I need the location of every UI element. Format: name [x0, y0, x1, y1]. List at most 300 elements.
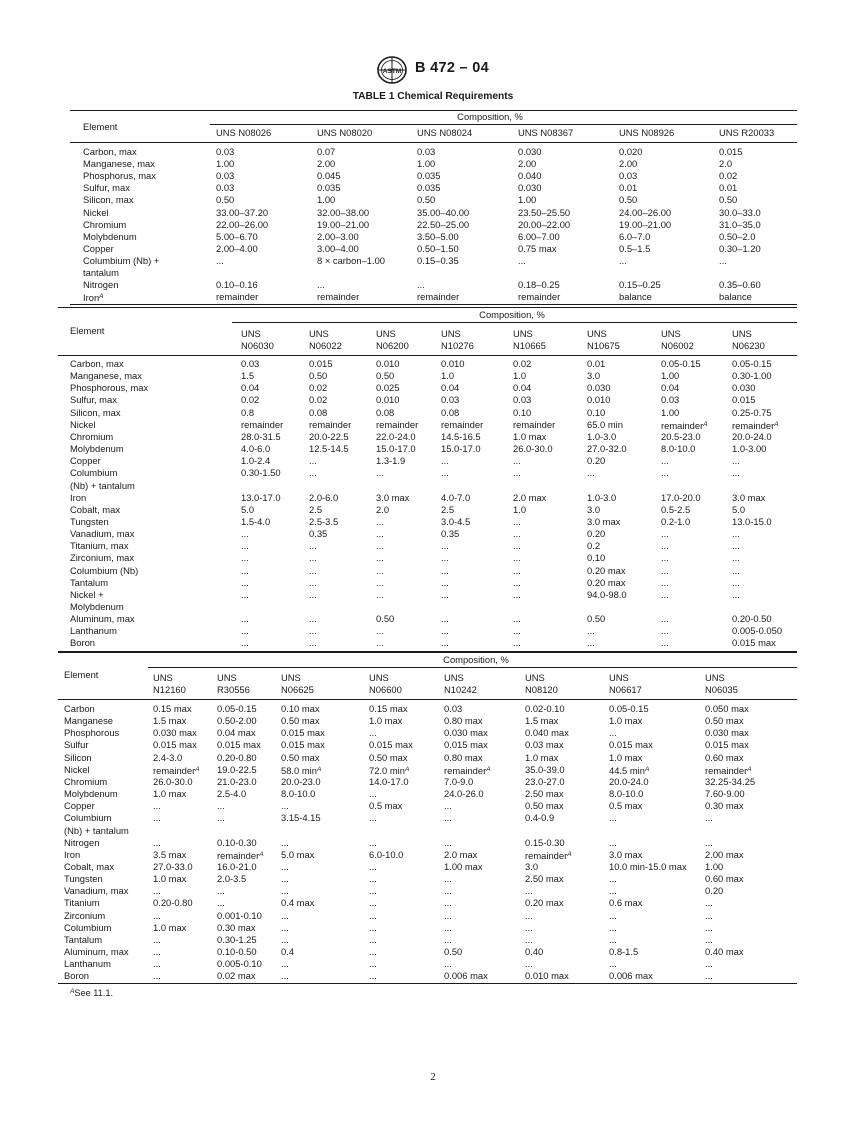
composition-value: ...	[518, 254, 526, 266]
composition-value: ...	[441, 613, 449, 625]
composition-value: 0.30–1.20	[719, 242, 761, 254]
composition-value: 26.0-30.0	[513, 443, 553, 455]
uns-column-header: N10242	[444, 684, 477, 695]
composition-value: ...	[153, 800, 161, 812]
composition-value: 3.00–4.00	[317, 242, 359, 254]
page-number: 2	[430, 1071, 436, 1083]
composition-value: 5.0	[732, 503, 746, 515]
composition-value: 10.0 min-15.0 max	[609, 860, 687, 872]
composition-value: 0.040 max	[525, 727, 569, 739]
composition-value: 0.5 max	[609, 800, 643, 812]
composition-value: 2.0-6.0	[309, 491, 339, 503]
composition-value: 12.5-14.5	[309, 443, 349, 455]
composition-value: ...	[281, 860, 289, 872]
composition-value: 0.20-0.50	[732, 613, 772, 625]
composition-value: 0.10	[513, 406, 532, 418]
element-name: Columbium (Nb)	[70, 564, 139, 576]
element-name: Lanthanum	[64, 958, 111, 970]
composition-value: 0.02-0.10	[525, 703, 565, 714]
composition-value: 1.00	[417, 158, 436, 170]
composition-value: 0.03	[513, 394, 532, 406]
footnote-marker: A	[195, 765, 200, 773]
composition-value: ...	[513, 515, 521, 527]
composition-value: 0.08	[376, 406, 395, 418]
composition-value: 20.5-23.0	[661, 430, 701, 442]
logo-text: ASTM	[382, 68, 402, 75]
composition-value: ...	[281, 909, 289, 921]
composition-value: ...	[619, 254, 627, 266]
footnote-marker: A	[747, 765, 752, 773]
composition-value: ...	[732, 552, 740, 564]
uns-column-header: UNS	[661, 328, 681, 339]
composition-value: ...	[513, 540, 521, 552]
composition-value: 16.0-21.0	[217, 860, 257, 872]
composition-value: 0.10	[587, 406, 606, 418]
composition-value: 20.0-24.0	[732, 430, 772, 442]
composition-value: 0.8-1.5	[609, 946, 639, 957]
composition-value: 0.045	[317, 170, 341, 182]
composition-value: 2.0	[719, 158, 733, 170]
element-name: Nickel +	[70, 588, 104, 600]
composition-value: 22.00–26.00	[216, 218, 269, 230]
composition-value: 2.50 max	[525, 788, 564, 800]
composition-value: ...	[369, 946, 377, 957]
composition-value: ...	[441, 540, 449, 552]
composition-value: 0.20 max	[587, 576, 626, 588]
element-column-header: Element	[64, 669, 99, 680]
composition-value: 0.5-2.5	[661, 503, 691, 515]
composition-value: 0.035	[417, 170, 441, 182]
element-name: Molybdenum	[83, 230, 137, 242]
composition-value: 33.00–37.20	[216, 206, 269, 218]
composition-value: ...	[309, 564, 317, 576]
composition-value: 0.015	[719, 146, 743, 157]
composition-value: 0.010 max	[525, 970, 569, 982]
composition-value: ...	[444, 836, 452, 848]
composition-value: ...	[369, 860, 377, 872]
composition-value: 1.0 max	[369, 715, 403, 727]
composition-value: remainder	[513, 418, 556, 430]
composition-value: 1.0	[441, 370, 455, 382]
composition-value: remainder	[518, 291, 561, 303]
composition-value: ...	[661, 588, 669, 600]
uns-column-header: UNS	[376, 328, 396, 339]
composition-value: 13.0-15.0	[732, 515, 772, 527]
composition-value: ...	[661, 528, 669, 540]
composition-value: 0.015 max	[217, 739, 261, 751]
composition-value: ...	[705, 970, 713, 982]
composition-value: 0.005-0.10	[217, 958, 262, 970]
composition-value: 0.03	[441, 394, 460, 406]
composition-value: 0.20	[587, 455, 606, 467]
footnote-marker: A	[259, 850, 264, 858]
composition-value: 0.03	[619, 170, 638, 182]
composition-value: balance	[619, 291, 652, 303]
composition-value: ...	[705, 836, 713, 848]
element-name: Iron	[64, 848, 81, 860]
composition-value: 0.4 max	[281, 897, 315, 909]
composition-value: ...	[444, 897, 452, 909]
composition-value: 0.01	[619, 182, 638, 194]
composition-value: 1.0-3.00	[732, 443, 767, 455]
uns-column-header: UNS	[732, 328, 752, 339]
composition-value: ...	[281, 873, 289, 885]
composition-value: ...	[241, 588, 249, 600]
element-name: (Nb) + tantalum	[64, 824, 129, 836]
composition-value: 0.20	[587, 528, 606, 540]
composition-value: ...	[369, 885, 377, 897]
composition-value: 20.0-22.5	[309, 430, 349, 442]
composition-value: 0.50-2.00	[217, 715, 257, 727]
composition-value: 22.50–25.00	[417, 218, 470, 230]
element-name: Nickel	[64, 763, 90, 775]
element-name: Zirconium, max	[70, 552, 135, 564]
composition-value: 24.0-26.0	[444, 788, 484, 800]
composition-value: ...	[441, 576, 449, 588]
document-designation: B 472 – 04	[415, 60, 489, 76]
composition-value: 0.50	[719, 194, 738, 206]
composition-value: 0.015 max	[281, 739, 325, 751]
composition-value: 0.50	[309, 370, 328, 382]
composition-value: 0.50	[619, 194, 638, 206]
composition-value: 0.04	[441, 382, 460, 394]
composition-value: ...	[444, 885, 452, 897]
composition-value: 20.0-24.0	[609, 775, 649, 787]
composition-value: remainder	[441, 418, 484, 430]
composition-value: 28.0-31.5	[241, 430, 281, 442]
composition-value: ...	[153, 970, 161, 982]
composition-value: 0.030 max	[153, 727, 197, 739]
composition-value: 0.15–0.35	[417, 254, 459, 266]
composition-value: ...	[376, 637, 384, 649]
composition-value: 31.0–35.0	[719, 218, 761, 230]
composition-value: ...	[732, 564, 740, 576]
composition-value: 0.04	[241, 382, 260, 394]
element-column-header: Element	[70, 325, 105, 336]
composition-value: 0.08	[441, 406, 460, 418]
composition-value: 0.04	[513, 382, 532, 394]
composition-value: 0.5–1.5	[619, 242, 651, 254]
element-name: Boron	[64, 970, 90, 982]
composition-value: 5.0	[241, 503, 255, 515]
composition-value: 0.20 max	[525, 897, 564, 909]
composition-value: 23.0-27.0	[525, 775, 565, 787]
composition-value: 0.05-0.15	[732, 358, 772, 369]
element-name: Molybdenum	[64, 788, 118, 800]
element-name: (Nb) + tantalum	[70, 479, 135, 491]
uns-column-header: UNS N08020	[317, 127, 373, 138]
composition-value: 0.030	[587, 382, 611, 394]
composition-value: 0.10–0.16	[216, 279, 258, 291]
composition-value: ...	[369, 909, 377, 921]
composition-value: 0.2	[587, 540, 601, 552]
composition-value: 0.015 max	[732, 637, 776, 649]
composition-value: 0.05-0.15	[609, 703, 649, 714]
composition-value: 0.03	[661, 394, 680, 406]
composition-value: 0.005-0.050	[732, 625, 783, 637]
composition-value: ...	[732, 588, 740, 600]
uns-column-header: UNS N08926	[619, 127, 675, 138]
composition-value: 65.0 min	[587, 418, 623, 430]
composition-value: ...	[369, 727, 377, 739]
element-name: Molybdenum	[70, 601, 124, 612]
table-rule	[58, 983, 797, 984]
element-name: Chromium	[70, 430, 114, 442]
composition-value: ...	[281, 970, 289, 982]
element-name: Columbium	[64, 812, 112, 824]
composition-value: ...	[309, 625, 317, 637]
element-name: Silicon	[64, 751, 92, 763]
composition-value: 35.00–40.00	[417, 206, 470, 218]
composition-value: ...	[317, 279, 325, 291]
composition-value: ...	[281, 921, 289, 933]
composition-value: 1.0 max	[525, 751, 559, 763]
composition-value: 94.0-98.0	[587, 588, 627, 600]
composition-value: balance	[719, 291, 752, 303]
composition-value: ...	[719, 254, 727, 266]
composition-value: 8.0-10.0	[609, 788, 644, 800]
composition-value: 17.0-20.0	[661, 491, 701, 503]
uns-column-header: UNS	[587, 328, 607, 339]
composition-value: 0.30 max	[217, 921, 256, 933]
composition-value: 19.00–21.00	[619, 218, 672, 230]
element-name: Copper	[83, 242, 114, 254]
composition-value: ...	[609, 812, 617, 824]
element-name: Silicon, max	[70, 406, 121, 418]
composition-value: ...	[153, 885, 161, 897]
composition-value: ...	[153, 958, 161, 970]
composition-value: 0.02	[309, 394, 328, 406]
composition-value: ...	[513, 564, 521, 576]
composition-value: 0.6 max	[609, 897, 643, 909]
uns-column-header: UNS R20033	[719, 127, 775, 138]
composition-value: ...	[513, 552, 521, 564]
composition-value: 0.015 max	[281, 727, 325, 739]
composition-value: ...	[281, 836, 289, 848]
footnote-marker: A	[644, 765, 650, 773]
composition-value: ...	[241, 625, 249, 637]
uns-column-header: UNS	[369, 672, 389, 683]
footnote-marker: A	[567, 850, 572, 858]
composition-value: 0.015 max	[444, 739, 488, 751]
composition-value: ...	[661, 576, 669, 588]
element-name: Iron	[70, 491, 87, 503]
composition-value: 0.50	[587, 613, 606, 625]
composition-value: ...	[661, 625, 669, 637]
element-name: Manganese	[64, 715, 113, 727]
composition-value: ...	[587, 637, 595, 649]
composition-value: 20.0-23.0	[281, 775, 321, 787]
composition-value: 1.00	[705, 860, 724, 872]
composition-value: ...	[661, 455, 669, 467]
composition-value: ...	[241, 564, 249, 576]
composition-value: remainder	[241, 418, 284, 430]
composition-value: 8.0-10.0	[281, 788, 316, 800]
astm-logo	[376, 55, 408, 85]
composition-value: 27.0-33.0	[153, 860, 193, 872]
composition-value: 1.0 max	[153, 788, 187, 800]
composition-value: ...	[661, 637, 669, 649]
composition-value: ...	[369, 788, 377, 800]
composition-value: 13.0-17.0	[241, 491, 281, 503]
uns-column-header: UNS N08024	[417, 127, 473, 138]
composition-value: 2.0 max	[444, 848, 478, 860]
element-name: Phosphorus, max	[83, 170, 156, 182]
composition-value: 1.5 max	[153, 715, 187, 727]
composition-value: 0.5 max	[369, 800, 403, 812]
uns-column-header: UNS	[281, 672, 301, 683]
composition-header: Composition, %	[457, 111, 523, 122]
element-name: Nitrogen	[64, 836, 100, 848]
composition-value: 1.5	[241, 370, 255, 382]
composition-value: ...	[376, 625, 384, 637]
composition-value: ...	[587, 625, 595, 637]
element-name: Columbium	[64, 921, 112, 933]
composition-value: ...	[705, 958, 713, 970]
composition-value: ...	[153, 933, 161, 945]
uns-column-header: UNS	[705, 672, 725, 683]
composition-value: 23.50–25.50	[518, 206, 571, 218]
composition-value: 0.02	[719, 170, 738, 182]
composition-value: ...	[444, 921, 452, 933]
composition-value: ...	[241, 528, 249, 540]
composition-value: ...	[376, 552, 384, 564]
uns-column-header: N06030	[241, 340, 274, 351]
composition-value: remainder	[317, 291, 360, 303]
composition-value: ...	[441, 625, 449, 637]
composition-value: 0.035	[317, 182, 341, 194]
composition-value: 0.30-1.00	[732, 370, 772, 382]
composition-value: 0.030	[518, 182, 542, 194]
element-name: Phosphorous, max	[70, 382, 149, 394]
uns-column-header: UNS	[513, 328, 533, 339]
composition-value: 0.30-1.50	[241, 467, 281, 479]
composition-value: 0.015 max	[369, 739, 413, 751]
composition-value: 22.0-24.0	[376, 430, 416, 442]
composition-value: 5.0 max	[281, 848, 315, 860]
element-name: Nitrogen	[83, 279, 119, 291]
composition-value: ...	[441, 564, 449, 576]
table-rule	[58, 355, 797, 356]
composition-value: 0.020	[619, 146, 643, 157]
table-rule	[58, 307, 797, 308]
composition-value: 0.2-1.0	[661, 515, 691, 527]
composition-value: 1.00	[661, 406, 680, 418]
composition-value: 0.010	[441, 358, 465, 369]
footnote-marker: A	[99, 293, 104, 301]
composition-value: 0.015 max	[705, 739, 749, 751]
composition-value: 0.50–1.50	[417, 242, 459, 254]
composition-value: 0.010	[376, 358, 400, 369]
composition-value: ...	[369, 933, 377, 945]
footnote-marker: A	[316, 765, 322, 773]
composition-value: ...	[525, 885, 533, 897]
composition-value: 1.0 max	[513, 430, 547, 442]
composition-value: ...	[587, 467, 595, 479]
element-name: Tungsten	[70, 515, 109, 527]
uns-column-header: UNS N08026	[216, 127, 272, 138]
composition-value: 0.030 max	[444, 727, 488, 739]
composition-value: 1.5-4.0	[241, 515, 271, 527]
composition-value: 0.20-0.80	[153, 897, 193, 909]
element-name: Carbon, max	[70, 358, 124, 369]
composition-value: 0.10-0.50	[217, 946, 257, 957]
table-rule	[148, 667, 797, 668]
composition-value: ...	[609, 909, 617, 921]
composition-value: ...	[309, 576, 317, 588]
composition-value: 3.0-4.5	[441, 515, 471, 527]
composition-value: 2.0 max	[513, 491, 547, 503]
composition-value: ...	[281, 958, 289, 970]
composition-value: ...	[369, 873, 377, 885]
composition-value: 0.03 max	[525, 739, 564, 751]
uns-column-header: N06022	[309, 340, 342, 351]
composition-value: 2.5	[309, 503, 323, 515]
composition-value: 0.015 max	[153, 739, 197, 751]
composition-value: ...	[376, 467, 384, 479]
element-name: Tantalum	[70, 576, 109, 588]
composition-value: ...	[241, 613, 249, 625]
uns-column-header: N06230	[732, 340, 765, 351]
composition-value: 19.0-22.5	[217, 763, 257, 775]
composition-value: 1.00	[518, 194, 537, 206]
composition-value: 0.006 max	[609, 970, 653, 982]
composition-value: 0.50 max	[281, 715, 320, 727]
composition-value: ...	[153, 812, 161, 824]
composition-value: 3.0 max	[376, 491, 410, 503]
composition-value: 32.00–38.00	[317, 206, 370, 218]
composition-value: 0.010	[376, 394, 400, 406]
composition-value: 2.5-4.0	[217, 788, 247, 800]
composition-value: ...	[732, 467, 740, 479]
uns-column-header: UNS	[153, 672, 173, 683]
uns-column-header: N10276	[441, 340, 474, 351]
composition-value: ...	[376, 588, 384, 600]
footnote-marker: A	[70, 988, 75, 995]
composition-value: remainder	[216, 291, 259, 303]
table-rule	[70, 142, 797, 143]
composition-value: 2.00	[619, 158, 638, 170]
composition-value: ...	[525, 909, 533, 921]
element-name: tantalum	[83, 267, 119, 278]
element-name: Manganese, max	[70, 370, 142, 382]
composition-value: 0.35	[309, 528, 328, 540]
composition-value: ...	[513, 613, 521, 625]
element-name: Chromium	[64, 775, 108, 787]
element-name: Vanadium, max	[64, 885, 129, 897]
table-rule	[58, 699, 797, 700]
element-name: Columbium	[70, 467, 118, 479]
composition-value: 3.5 max	[153, 848, 187, 860]
composition-value: 1.3-1.9	[376, 455, 406, 467]
element-name: Aluminum, max	[70, 613, 135, 625]
composition-value: 0.20-0.80	[217, 751, 257, 763]
composition-value: ...	[513, 637, 521, 649]
composition-value: 1.0 max	[609, 751, 643, 763]
composition-value: 0.15 max	[153, 703, 192, 714]
uns-column-header: N10675	[587, 340, 620, 351]
composition-value: ...	[281, 885, 289, 897]
composition-value: 0.07	[317, 146, 336, 157]
composition-value: ...	[241, 540, 249, 552]
footnote: $^A$See 11.1.	[70, 988, 113, 998]
composition-value: 7.60-9.00	[705, 788, 745, 800]
composition-value: ...	[369, 921, 377, 933]
composition-value: 2.00	[317, 158, 336, 170]
composition-value: 1.0	[513, 370, 527, 382]
composition-value: ...	[609, 921, 617, 933]
composition-value: 0.08	[309, 406, 328, 418]
